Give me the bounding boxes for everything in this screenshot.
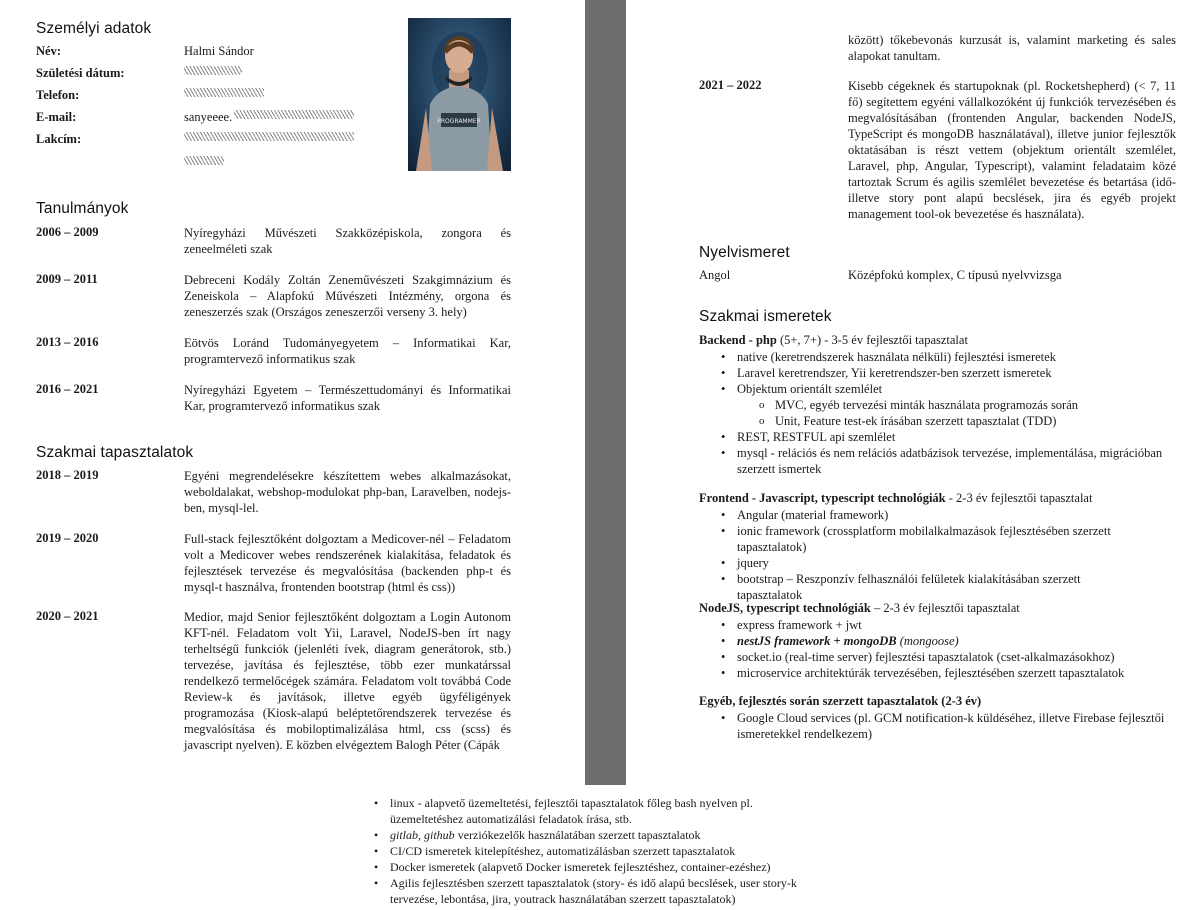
other-list-continued: [374, 795, 810, 907]
cv-page-bottom: [0, 785, 1200, 910]
personal-row-name: [36, 44, 254, 59]
redacted-birthdate: [184, 66, 242, 75]
list-item: • Angular (material framework): [721, 508, 889, 522]
personal-row-email: [36, 110, 354, 125]
edu-date-3: 2013 – 2016: [36, 335, 99, 349]
frontend-heading: [699, 491, 1092, 506]
edu-date-4: 2016 – 2021: [36, 382, 99, 396]
node-heading-bold: NodeJS, typescript technológiák: [699, 601, 871, 615]
cv-page-left: [0, 0, 585, 760]
redacted-phone: [184, 88, 264, 97]
list-item: • REST, RESTFUL api szemlélet: [721, 430, 896, 444]
cv-page-right: [626, 0, 1200, 785]
list-item: • Google Cloud services (pl. GCM notification-k küldéséhez, illetve Firebase fejlesztői ismeretekkel rendelkezem): [721, 711, 1165, 741]
backend-list: [721, 349, 1177, 477]
list-subitem: o MVC, egyéb tervezési minták használata programozás során: [759, 398, 1079, 412]
node-heading: [699, 601, 1020, 616]
list-item: • socket.io (real-time server) fejlesztési tapasztalatok (cset-alkalmazásokhoz): [721, 650, 1115, 664]
edu-text-4: Nyíregyházi Egyetem – Természettudományi és Informatikai Kar, programtervező informatikus szak: [184, 383, 511, 413]
redacted-email: [234, 110, 354, 119]
list-item: • express framework + jwt: [721, 618, 862, 632]
exp-text-3: Medior, majd Senior fejlesztőként dolgoztam a Login Autonom KFT-nél. Feladatom volt Yii, Laravel, NodeJS-ben írt nagy terheltségű funkciók (jelenléti ívek, diagram generátorok, stb.) tervezése, javítása és fejlesztése, több ezer munkatárssal rendelkező termelőcégek számára. Feladatom volt továbbá Code Review-k és javítások, illetve egyéb ügyféligények programozása (Kiosk-alapú beléptetőrendszerek tervezése és megvalósítása és mobiloptimalizálása html, css (scss) és javascript nyelven). E közben elvégeztem Balogh Péter (Cápák: [184, 610, 511, 752]
exp-date-4: 2021 – 2022: [699, 78, 762, 92]
list-item: • CI/CD ismeretek kitelepítéshez, automatizálásban szerzett tapasztalatok: [374, 844, 736, 858]
exp-text-4: Kisebb cégeknek és startupoknak (pl. Rocketshepherd) (< 7, 11 fő) segítettem egyéni vállalkozóként új funkciók tervezésében és megvalósításában (frontenden Angular, backenden NodeJS, TypeScript és mongoDB használatával), illetve junior fejlesztők oktatásában is részt vettem (objektum orientált szemlélet, Laravel, php, Angular, Typescript), valamint feladataim közé tartoztak Scrum és agilis szemlélet bevezetése és betartása (idő- illetve story pont alapú becslések, jira és egyéb projekt management tool-ok bevezetése és használata).: [848, 79, 1176, 221]
education-section-title: Tanulmányok: [36, 200, 129, 217]
birth-label: Születési dátum:: [36, 66, 125, 80]
list-item: • gitlab, github verziókezelők használatában szerzett tapasztalatok: [374, 828, 701, 842]
list-item: • bootstrap – Reszponzív felhasználói felületek kialakításában szerzett tapasztalatok: [721, 572, 1081, 602]
personal-row-address: [36, 132, 354, 147]
backend-heading-bold: Backend - php: [699, 333, 777, 347]
email-value: sanyeeee.: [184, 110, 233, 124]
exp-text-3-continued: között) tőkebevonás kurzusát is, valamint marketing és sales alapokat tanultam.: [848, 33, 1176, 63]
skills-section-title: Szakmai ismeretek: [699, 308, 832, 325]
edu-text-1: Nyíregyházi Művészeti Szakközépiskola, zongora és zeneelméleti szak: [184, 226, 511, 256]
name-value: Halmi Sándor: [184, 44, 254, 58]
address-label: Lakcím:: [36, 132, 82, 146]
languages-section-title: Nyelvismeret: [699, 244, 790, 261]
profile-photo: [408, 18, 511, 171]
personal-row-birth: [36, 66, 242, 81]
person-illustration: [408, 18, 511, 171]
backend-heading: [699, 333, 968, 348]
list-item: • Objektum orientált szemlélet: [721, 382, 883, 396]
phone-label: Telefon:: [36, 88, 80, 102]
personal-row-phone: [36, 88, 264, 103]
list-item: • mysql - relációs és nem relációs adatbázisok tervezése, implementálása, migrációban szerzett ismertek: [721, 446, 1163, 476]
frontend-list: [721, 507, 1147, 603]
exp-text-1: Egyéni megrendelésekre készítettem webes alkalmazásokat, weboldalakat, webshop-modulokat php-ban, Laravelben, nodejs-ben, mysql-lel.: [184, 469, 511, 515]
exp-date-1: 2018 – 2019: [36, 468, 99, 482]
exp-date-2: 2019 – 2020: [36, 531, 99, 545]
exp-date-3: 2020 – 2021: [36, 609, 99, 623]
page-divider: [585, 0, 626, 785]
list-item: • Docker ismeretek (alapvető Docker ismeretek fejlesztéshez, container-ezéshez): [374, 860, 771, 874]
other-list: [721, 710, 1177, 742]
list-item: • jquery: [721, 556, 769, 570]
exp-text-2: Full-stack fejlesztőként dolgoztam a Medicover-nél – Feladatom volt a Medicover webes rendszerének kialakítása, feladatok és fejlesztések tervezése és megvalósítása (backenden php-t és mysql-t használva, frontenden bootstrap (html és css)): [184, 532, 511, 594]
node-heading-rest: – 2-3 év fejlesztői tapasztalat: [870, 601, 1020, 615]
edu-text-3: Eötvös Loránd Tudományegyetem – Informatikai Kar, programtervező informatikus szak: [184, 336, 511, 366]
edu-text-2: Debreceni Kodály Zoltán Zeneművészeti Szakgimnázium és Zeneiskola – Alapfokú Művészeti Intézmény, orgona és zeneszerzés szak (Országos zeneszerzői verseny 3. hely): [184, 273, 511, 319]
list-item: • Laravel keretrendszer, Yii keretrendszer-ben szerzett ismeretek: [721, 366, 1052, 380]
frontend-heading-rest: - 2-3 év fejlesztői tapasztalat: [945, 491, 1093, 505]
frontend-heading-bold: Frontend - Javascript, typescript technológiák: [699, 491, 946, 505]
shirt-text: PROGRAMMER: [437, 118, 481, 125]
edu-date-2: 2009 – 2011: [36, 272, 98, 286]
list-item: • ionic framework (crossplatform mobilalkalmazások fejlesztésében szerzett tapasztalatok): [721, 524, 1111, 554]
list-subitem: o Unit, Feature test-ek írásában szerzett tapasztalat (TDD): [759, 414, 1057, 428]
list-item: • microservice architektúrák tervezésében, fejlesztésében szerzett tapasztalatok: [721, 666, 1125, 680]
language-level: Középfokú komplex, C típusú nyelvvizsga: [848, 268, 1062, 282]
list-item: • linux - alapvető üzemeltetési, fejlesztői tapasztalatok főleg bash nyelven pl. üzemeltetéshez automatizálási feladatok írása, stb.: [374, 796, 753, 826]
experience-section-title: Szakmai tapasztalatok: [36, 444, 194, 461]
list-item: • native (keretrendszerek használata nélküli) fejlesztési ismeretek: [721, 350, 1056, 364]
redacted-address-line2: [184, 156, 224, 165]
name-label: Név:: [36, 44, 61, 58]
email-label: E-mail:: [36, 110, 77, 124]
other-heading: Egyéb, fejlesztés során szerzett tapasztalatok (2-3 év): [699, 694, 982, 708]
list-item: • nestJS framework + mongoDB (mongoose): [721, 634, 959, 648]
language-name: Angol: [699, 268, 731, 282]
redacted-address: [184, 132, 354, 141]
list-item: • Agilis fejlesztésben szerzett tapasztalatok (story- és idő alapú becslések, user story-k tervezése, lebontása, jira, youtrack használatában szerzett tapasztalatok): [374, 876, 797, 906]
edu-date-1: 2006 – 2009: [36, 225, 99, 239]
backend-heading-rest: (5+, 7+) - 3-5 év fejlesztői tapasztalat: [776, 333, 968, 347]
personal-section-title: Személyi adatok: [36, 20, 152, 37]
node-list: [721, 617, 1177, 681]
